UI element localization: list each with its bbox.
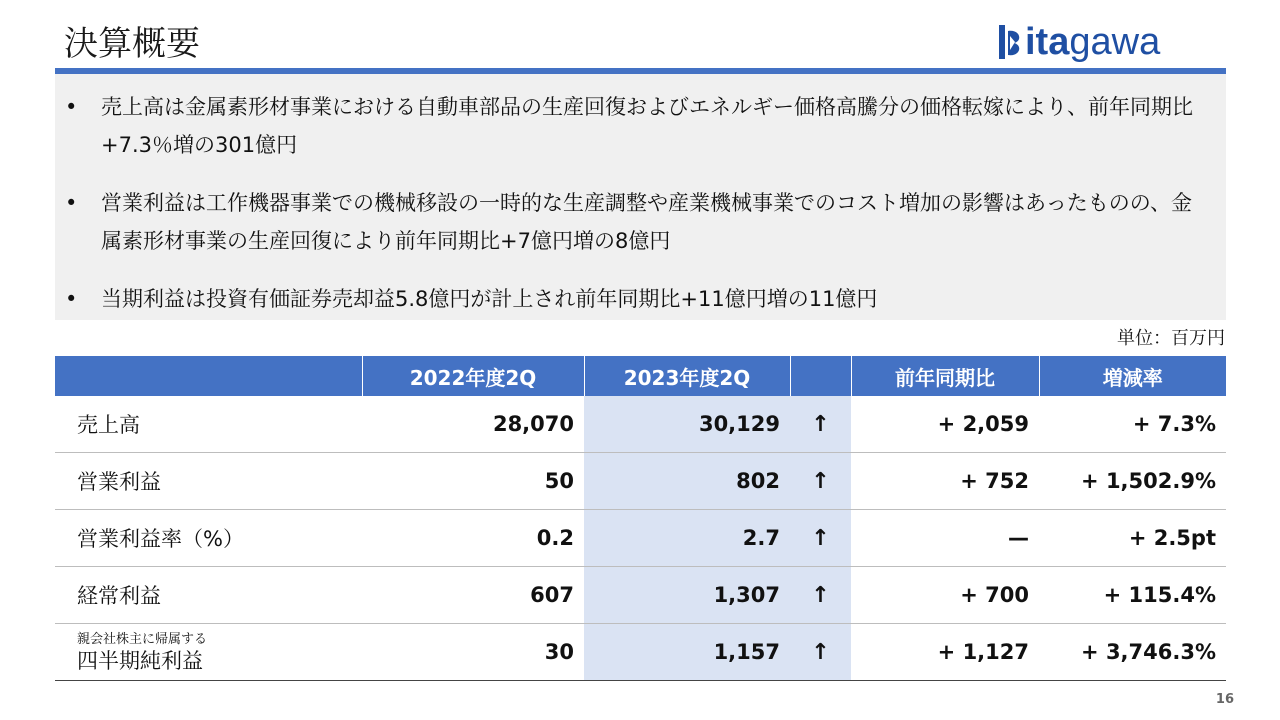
prev-value: 0.2 bbox=[362, 510, 584, 567]
table-row bbox=[55, 396, 1226, 453]
header-cell bbox=[55, 356, 362, 396]
financial-summary-table bbox=[55, 356, 1226, 681]
rate-value: + 115.4% bbox=[1039, 567, 1226, 624]
bullet-text: 当期利益は投資有価証券売却益5.8億円が計上され前年同期比+11億円増の11億円 bbox=[101, 287, 878, 311]
row-sublabel: 親会社株主に帰属する bbox=[77, 632, 208, 647]
bullet-item bbox=[65, 184, 1196, 260]
logo-wordmark-bold: ita bbox=[1025, 21, 1070, 63]
rate-value: + 7.3% bbox=[1039, 396, 1226, 453]
prev-value: 50 bbox=[362, 453, 584, 510]
diff-value: — bbox=[851, 510, 1039, 567]
bullet-dot: • bbox=[65, 95, 78, 119]
header-cell: 増減率 bbox=[1039, 356, 1226, 396]
header-cell: 前年同期比 bbox=[851, 356, 1039, 396]
up-arrow-icon: ↑ bbox=[790, 396, 851, 453]
up-arrow-icon: ↑ bbox=[790, 624, 851, 681]
unit-label: 単位：百万円 bbox=[1117, 328, 1225, 349]
bullet-item bbox=[65, 280, 1196, 318]
diff-value: + 1,127 bbox=[851, 624, 1039, 681]
summary-bullets bbox=[55, 74, 1226, 320]
page-title: 決算概要 bbox=[64, 24, 200, 64]
row-label: 売上高 bbox=[55, 396, 362, 453]
bullet-dot: • bbox=[65, 191, 78, 215]
table-header-row bbox=[55, 356, 1226, 396]
prev-value: 607 bbox=[362, 567, 584, 624]
table-row bbox=[55, 624, 1226, 681]
curr-value: 802 bbox=[584, 453, 790, 510]
prev-value: 30 bbox=[362, 624, 584, 681]
rate-value: + 2.5pt bbox=[1039, 510, 1226, 567]
row-label: 営業利益率（%） bbox=[55, 510, 362, 567]
curr-value: 1,157 bbox=[584, 624, 790, 681]
diff-value: + 2,059 bbox=[851, 396, 1039, 453]
up-arrow-icon: ↑ bbox=[790, 567, 851, 624]
logo-wordmark bbox=[1025, 21, 1160, 63]
header-cell bbox=[790, 356, 851, 396]
logo-k-icon bbox=[996, 21, 1024, 63]
bullet-item bbox=[65, 88, 1196, 164]
page-number: 16 bbox=[1215, 692, 1234, 707]
bullet-dot: • bbox=[65, 287, 78, 311]
row-label: 営業利益 bbox=[55, 453, 362, 510]
header-cell: 2022年度2Q bbox=[362, 356, 584, 396]
kitagawa-logo bbox=[996, 18, 1228, 66]
rate-value: + 1,502.9% bbox=[1039, 453, 1226, 510]
header-cell: 2023年度2Q bbox=[584, 356, 790, 396]
row-mainlabel: 四半期純利益 bbox=[77, 649, 203, 673]
curr-value: 1,307 bbox=[584, 567, 790, 624]
table-row bbox=[55, 453, 1226, 510]
diff-value: + 752 bbox=[851, 453, 1039, 510]
curr-value: 30,129 bbox=[584, 396, 790, 453]
prev-value: 28,070 bbox=[362, 396, 584, 453]
table-row bbox=[55, 510, 1226, 567]
curr-value: 2.7 bbox=[584, 510, 790, 567]
rate-value: + 3,746.3% bbox=[1039, 624, 1226, 681]
up-arrow-icon: ↑ bbox=[790, 510, 851, 567]
up-arrow-icon: ↑ bbox=[790, 453, 851, 510]
logo-wordmark-light: gawa bbox=[1069, 21, 1161, 63]
row-label bbox=[55, 624, 362, 681]
diff-value: + 700 bbox=[851, 567, 1039, 624]
table-row bbox=[55, 567, 1226, 624]
bullet-text: 営業利益は工作機器事業での機械移設の一時的な生産調整や産業機械事業でのコスト増加の影響はあったものの、金属素形材事業の生産回復により前年同期比+7億円増の8億円 bbox=[101, 191, 1192, 253]
row-label: 経常利益 bbox=[55, 567, 362, 624]
bullet-text: 売上高は金属素形材事業における自動車部品の生産回復およびエネルギー価格高騰分の価格転嫁により、前年同期比+7.3％増の301億円 bbox=[101, 95, 1193, 157]
